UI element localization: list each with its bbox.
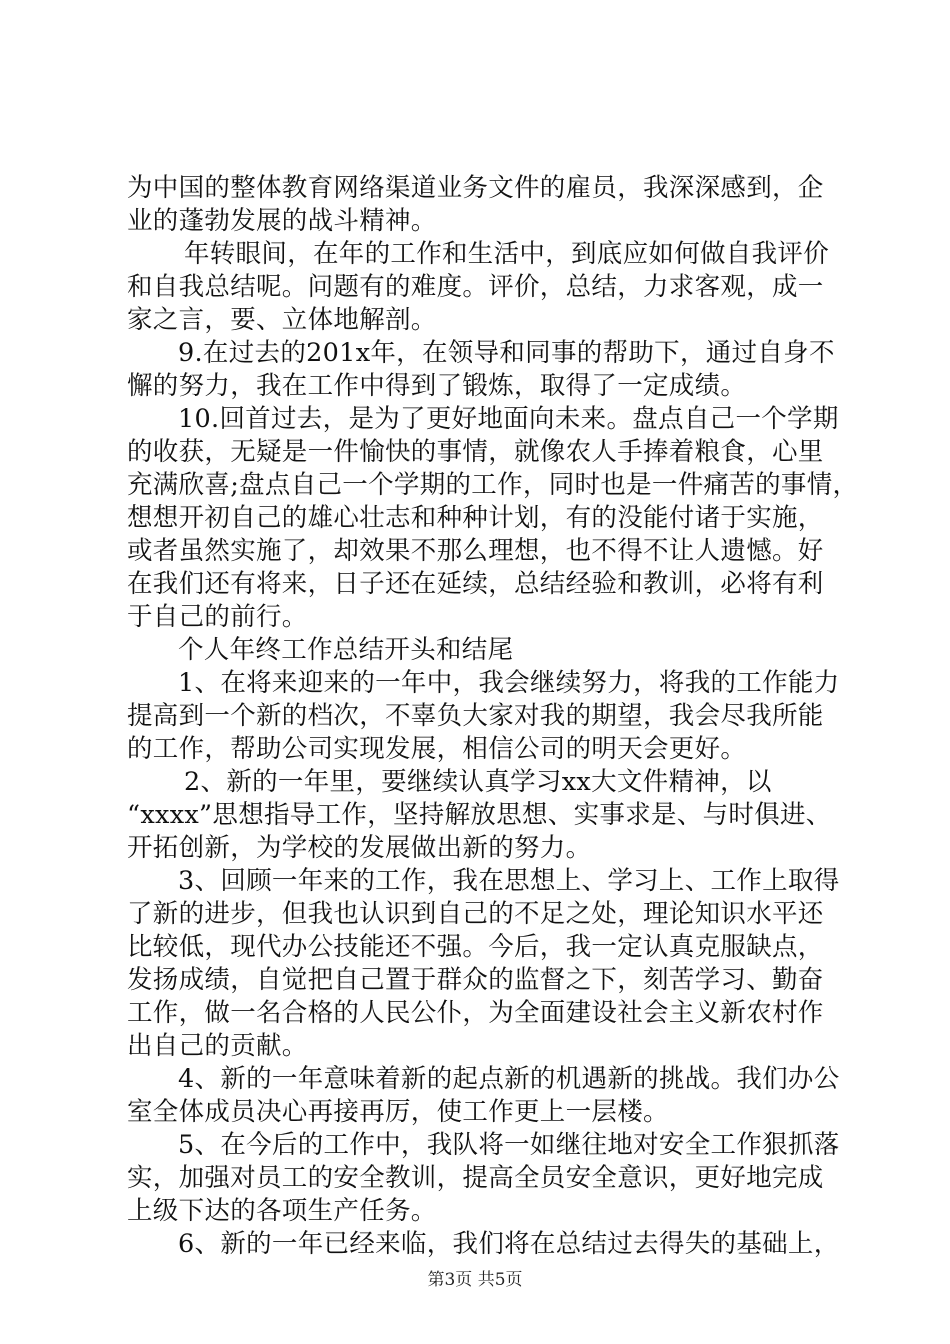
text-line: 发扬成绩，自觉把自己置于群众的监督之下，刻苦学习、勤奋: [127, 965, 824, 995]
text-line: 想想开初自己的雄心壮志和种种计划，有的没能付诸于实施，: [127, 503, 824, 533]
text-line: 比较低，现代办公技能还不强。今后，我一定认真克服缺点，: [127, 932, 824, 962]
text-line: 提高到一个新的档次，不辜负大家对我的期望，我会尽我所能: [127, 701, 824, 731]
text-line: 充满欣喜;盘点自己一个学期的工作，同时也是一件痛苦的事情，: [127, 470, 859, 500]
text-line: 于自己的前行。: [127, 602, 308, 632]
text-line: 家之言，要、立体地解剖。: [127, 305, 437, 335]
text-line: “xxxx”思想指导工作，坚持解放思想、实事求是、与时俱进、: [127, 800, 832, 830]
text-line: 室全体成员决心再接再厉，使工作更上一层楼。: [127, 1097, 669, 1127]
text-line: 年转眼间，在年的工作和生活中，到底应如何做自我评价: [184, 239, 830, 269]
text-line: 和自我总结呢。问题有的难度。评价，总结，力求客观，成一: [127, 272, 824, 302]
text-line: 或者虽然实施了，却效果不那么理想，也不得不让人遗憾。好: [127, 536, 824, 566]
text-line: 的工作，帮助公司实现发展，相信公司的明天会更好。: [127, 734, 747, 764]
text-line: 10.回首过去，是为了更好地面向未来。盘点自己一个学期: [178, 404, 839, 434]
text-line: 实，加强对员工的安全教训，提高全员安全意识，更好地完成: [127, 1163, 824, 1193]
text-line: 1、在将来迎来的一年中，我会继续努力，将我的工作能力: [178, 668, 840, 698]
text-line: 业的蓬勃发展的战斗精神。: [127, 206, 437, 236]
text-line: 4、新的一年意味着新的起点新的机遇新的挑战。我们办公: [178, 1064, 840, 1094]
text-line: 5、在今后的工作中，我队将一如继往地对安全工作狠抓落: [178, 1130, 840, 1160]
text-line: 个人年终工作总结开头和结尾: [178, 635, 514, 665]
text-line: 出自己的贡献。: [127, 1031, 308, 1061]
text-line: 9.在过去的201x年，在领导和同事的帮助下，通过自身不: [178, 338, 835, 368]
text-line: 为中国的整体教育网络渠道业务文件的雇员，我深深感到，企: [127, 173, 824, 203]
text-line: 上级下达的各项生产任务。: [127, 1196, 437, 1226]
text-line: 6、新的一年已经来临，我们将在总结过去得失的基础上，: [178, 1229, 840, 1259]
page-footer: 第3页 共5页: [427, 1270, 523, 1290]
text-line: 开拓创新，为学校的发展做出新的努力。: [127, 833, 592, 863]
text-line: 3、回顾一年来的工作，我在思想上、学习上、工作上取得: [178, 866, 840, 896]
text-line: 懈的努力，我在工作中得到了锻炼，取得了一定成绩。: [127, 371, 747, 401]
text-line: 的收获，无疑是一件愉快的事情，就像农人手捧着粮食，心里: [127, 437, 824, 467]
text-line: 了新的进步，但我也认识到自己的不足之处，理论知识水平还: [127, 899, 824, 929]
text-line: 工作，做一名合格的人民公仆，为全面建设社会主义新农村作: [127, 998, 824, 1028]
text-line: 2、新的一年里，要继续认真学习xx大文件精神，以: [184, 767, 772, 797]
text-line: 在我们还有将来，日子还在延续，总结经验和教训，必将有利: [127, 569, 824, 599]
document-body: [127, 172, 859, 1261]
